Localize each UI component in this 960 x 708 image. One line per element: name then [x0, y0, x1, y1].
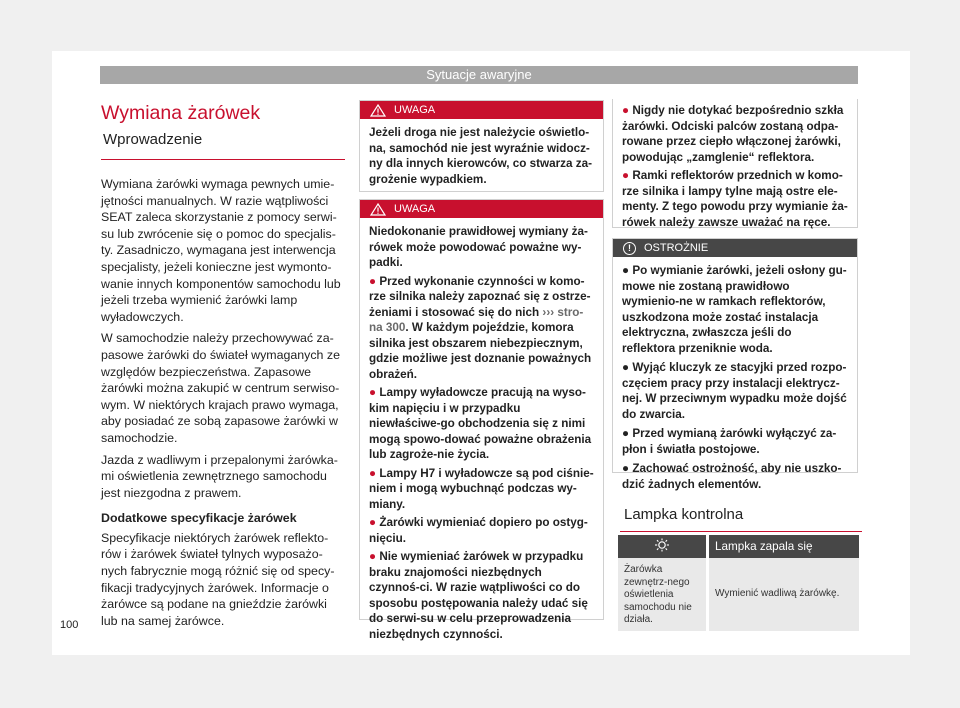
caution-body: [613, 257, 857, 492]
left-column: [101, 100, 345, 629]
warning-bullet-4: ● Żarówki wymieniać dopiero po ostyg-nięciu.: [369, 516, 588, 545]
caution-bullet-2: ● Wyjąć kluczyk ze stacyjki przed rozpo-częciem pracy przy instalacji elektrycz-nej. W przeciwnym wypadku może dojść do zwarcia.: [622, 361, 847, 421]
bullet-icon: ●: [622, 169, 630, 182]
warning-triangle-icon: [370, 104, 386, 117]
page-reference-link[interactable]: ››› stro-na 300: [369, 305, 584, 334]
section-title-lampka: Lampka kontrolna: [620, 505, 862, 532]
warning-bullet-3: ● Lampy H7 i wyładowcze są pod ciśnie-niem i mogą wybuchnąć podczas wy-miany.: [369, 466, 594, 511]
warning-box-1: [359, 100, 604, 192]
bullet-icon: ●: [369, 274, 377, 288]
warning-text: Jeżeli droga nie jest należycie oświetlo-na, samochód nie jest wyraźnie widocz-ny dla innych kierowców, co stwarza za-grożenie wypadkiem.: [369, 126, 592, 186]
table-row: [618, 558, 859, 631]
info-circle-icon: !: [623, 242, 636, 255]
warning-body: [360, 119, 603, 187]
subtitle: Wprowadzenie: [103, 131, 203, 148]
bulb-warning-icon: [653, 538, 671, 552]
warning-bullet-5: ● Nie wymieniać żarówek w przypadku braku znajomości niezbędnych czynnoś-ci. W razie wątpliwości co do sposobu postępowania należy udać się do serwi-su w celu przeprowadzenia niezbędnych czynności.: [369, 550, 588, 641]
warning-intro: Niedokonanie prawidłowej wymiany ża-rówek może powodować poważne wy-padki.: [369, 225, 588, 269]
bullet-icon: ●: [622, 427, 630, 440]
bullet-icon: ●: [622, 264, 630, 277]
warning-continuation-box: [612, 99, 858, 228]
table-header-row: [618, 535, 859, 558]
bullet-icon: ●: [622, 361, 630, 374]
page-title: Wymiana żarówek: [101, 102, 261, 124]
caution-bullet-1: ● Po wymianie żarówki, jeżeli osłony gu-mowe nie zostaną prawidłowo wymienio-ne w ramkach reflektorów, uszkodzona może zostać instalacja elektryczna, zwłaszcza jeśli do reflektora przeniknie woda.: [622, 264, 847, 355]
warning-header: [360, 101, 603, 119]
paragraph-3: Jazda z wadliwym i przepalonymi żarówka-mi oświetlenia zewnętrznego samochodu jest niezgodna z prawem.: [101, 452, 338, 500]
bullet-icon: ●: [622, 462, 630, 475]
indicator-table: [618, 535, 859, 631]
warning-header: [360, 200, 603, 218]
table-cell-action: Wymienić wadliwą żarówkę.: [708, 558, 860, 631]
caution-label: OSTROŻNIE: [644, 242, 709, 254]
section-header: Sytuacje awaryjne: [100, 66, 858, 84]
continuation-bullet-2: ● Ramki reflektorów przednich w komo-rze silnika i lampy tylne mają ostre ele-menty. Z tego powodu przy wymianie ża-rówek należy zawsze uważać na ręce.: [622, 169, 848, 229]
caution-bullet-3: ● Przed wymianą żarówki wyłączyć za-płon i światła postojowe.: [622, 427, 837, 456]
bullet-icon: ●: [622, 104, 630, 117]
subheading: Dodatkowe specyfikacje żarówek: [101, 511, 297, 526]
bullet-icon: ●: [369, 466, 377, 480]
caution-box: [612, 238, 858, 491]
paragraph-1: Wymiana żarówki wymaga pewnych umie-jętności manualnych. W razie wątpliwości SEAT zaleca skorzystanie z pomocy serwi-su lub zwrócenie się o pomoc do specjalis-ty. Zasadniczo, wymagana jest interwencja specjalisty, jeżeli konieczne jest wymonto-wanie innych komponentów samochodu lub jeżeli trzeba wymienić żarówki lamp wyładowczych.: [101, 177, 341, 324]
table-header-col2: Lampka zapala się: [708, 535, 860, 558]
warning-bullet-2: ● Lampy wyładowcze pracują na wyso-kim napięciu i w przypadku niewłaściwe-go obchodzenia się z nimi mogą spowo-dować poważne obrażenia lub zagroże-nie życia.: [369, 386, 592, 461]
warning-label: UWAGA: [394, 104, 436, 116]
subtitle-block: [101, 130, 345, 160]
continuation-body: [613, 99, 857, 230]
warning-body: [360, 218, 603, 642]
caution-header: [613, 239, 857, 257]
warning-bullet-1: ● Przed wykonanie czynności w komo-rze silnika należy zapoznać się z ostrze-żeniami i stosować się do nich ››› stro-na 300. W każdym pojeździe, komora silnika jest obszarem niebezpiecznym, gdzie możliwe jest doznanie poważnych obrażeń.: [369, 274, 592, 381]
continuation-bullet-1: ● Nigdy nie dotykać bezpośrednio szkła żarówki. Odciski palców zostaną odpa-rowane przez ciepło włączonej żarówki, powodując „zamglenie“ reflektora.: [622, 104, 844, 164]
paragraph-2: W samochodzie należy przechowywać za-pasowe żarówki do świateł wymaganych ze względów bezpieczeństwa. Zapasowe żarówki można zakupić w centrum serwiso-wym. W niektórych krajach prawo wymaga, aby posiadać ze sobą zapasowe żarówki w samochodzie.: [101, 331, 340, 445]
page-number: 100: [60, 619, 79, 631]
warning-triangle-icon: [370, 203, 386, 216]
bullet-icon: ●: [369, 550, 377, 563]
warning-label: UWAGA: [394, 203, 436, 215]
bullet-icon: ●: [369, 386, 377, 399]
paragraph-4: Specyfikacje niektórych żarówek reflekto-rów i żarówek świateł tylnych wyposażo-nych fabrycznie mogą różnić się od specy-fikacji tradycyjnych żarówek. Informacje o żarówce są podane na gnieździe żarówki lub na samej żarówce.: [101, 530, 335, 628]
table-header-icon: [618, 535, 708, 558]
table-cell-condition: Żarówka zewnętrz-nego oświetlenia samochodu nie działa.: [618, 558, 708, 631]
bullet-icon: ●: [369, 516, 377, 529]
caution-bullet-4: ● Zachować ostrożność, aby nie uszko-dzić żadnych elementów.: [622, 462, 842, 491]
warning-box-2: [359, 199, 604, 641]
